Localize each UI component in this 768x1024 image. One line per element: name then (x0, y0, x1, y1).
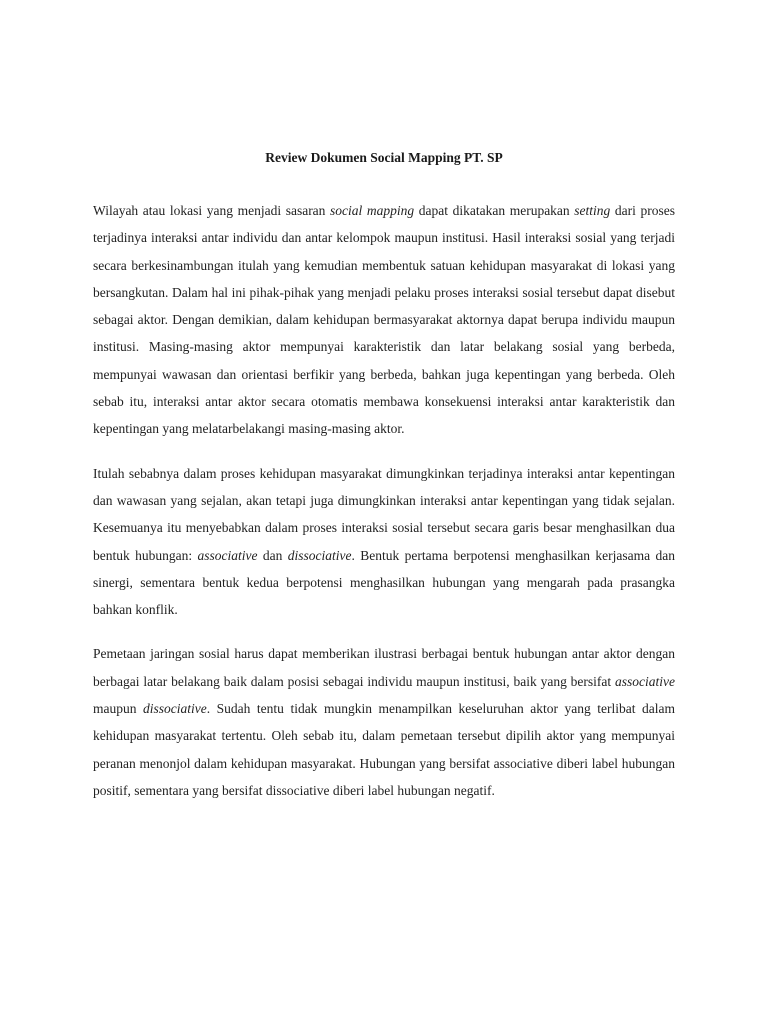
paragraph-3 (93, 640, 675, 804)
paragraph-text: Itulah sebabnya dalam proses kehidupan masyarakat dimungkinkan terjadinya interaksi antar kepentingan dan wawasan yang sejalan, akan tetapi juga dimungkinkan interaksi antar kepentingan yang tidak sejalan. Kesemuanya itu menyebabkan dalam proses interaksi sosial tersebut secara garis besar menghasilkan dua bentuk hubungan: (93, 465, 675, 563)
document-title: Review Dokumen Social Mapping PT. SP (265, 150, 503, 165)
document-body (93, 197, 675, 821)
paragraph-text: dapat dikatakan merupakan (414, 203, 575, 218)
paragraph-text: dari proses terjadinya interaksi antar individu dan antar kelompok maupun institusi. Hasil interaksi sosial yang terjadi secara berkesinambungan itulah yang kemudian membentuk satuan kehidupan masyarakat di lokasi yang bersangkutan. Dalam hal ini pihak-pihak yang menjadi pelaku proses interaksi sosial tersebut dapat disebut sebagai aktor. Dengan demikian, dalam kehidupan bermasyarakat aktornya dapat berupa individu maupun institusi. Masing-masing aktor mempunyai karakteristik dan latar belakang sosial yang berbeda, mempunyai wawasan dan orientasi berfikir yang berbeda, bahkan juga kepentingan yang berbeda. Oleh sebab itu, interaksi antar aktor secara otomatis membawa konsekuensi interaksi antar karakteristik dan kepentingan yang melatarbelakangi masing-masing aktor. (93, 203, 676, 437)
italic-term: dissociative (287, 547, 352, 563)
paragraph-text: Pemetaan jaringan sosial harus dapat memberikan ilustrasi berbagai bentuk hubungan antar aktor dengan berbagai latar belakang baik dalam posisi sebagai individu maupun institusi, baik yang bersifat (93, 646, 675, 689)
italic-term: associative (197, 547, 258, 563)
paragraph-text: . Bentuk pertama berpotensi menghasilkan kerjasama dan sinergi, sementara bentuk kedua berpotensi menghasilkan hubungan yang mengarah pada prasangka bahkan konflik. (93, 547, 675, 618)
italic-term: dissociative (143, 701, 207, 717)
italic-term: associative (615, 673, 675, 689)
paragraph-2 (93, 460, 675, 624)
paragraph-text: dan (257, 547, 288, 563)
paragraph-text: . Sudah tentu tidak mungkin menampilkan keseluruhan aktor yang terlibat dalam kehidupan masyarakat tertentu. Oleh sebab itu, dalam pemetaan tersebut dipilih aktor yang mempunyai peranan menonjol dalam kehidupan masyarakat. Hubungan yang bersifat associative diberi label hubungan positif, sementara yang bersifat dissociative diberi label hubungan negatif. (93, 701, 675, 798)
paragraph-text: maupun (93, 701, 144, 717)
italic-term: setting (574, 203, 611, 218)
paragraph-text: Wilayah atau lokasi yang menjadi sasaran (93, 203, 331, 218)
paragraph-1 (93, 197, 675, 443)
italic-term: social mapping (330, 203, 415, 218)
